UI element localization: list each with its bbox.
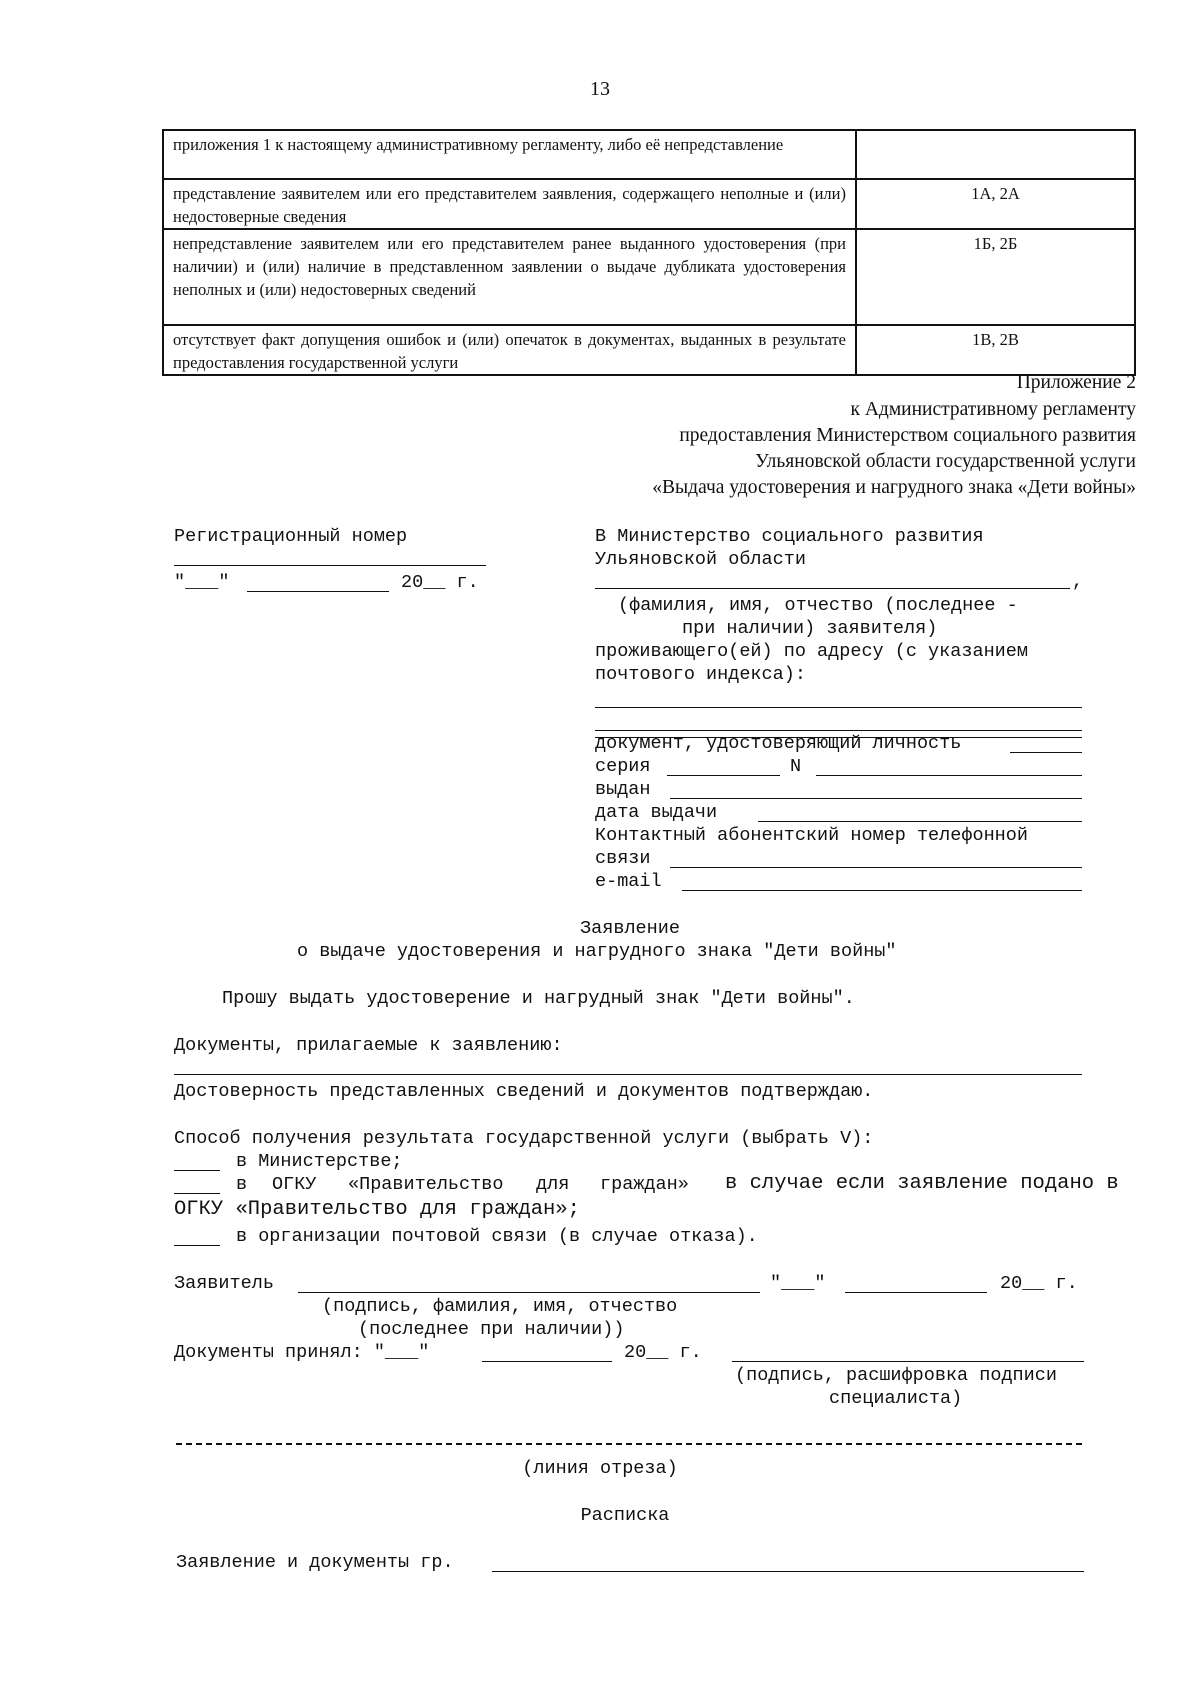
cut-label: (линия отреза) — [522, 1458, 678, 1479]
option-ogku-word: для — [536, 1174, 570, 1195]
address-line — [595, 730, 1082, 731]
accepted-label: Документы принял: "___" — [174, 1342, 430, 1363]
page-number: 13 — [590, 78, 610, 100]
registration-label: Регистрационный номер — [174, 526, 408, 547]
receipt-title: Расписка — [580, 1505, 670, 1526]
address-line — [595, 707, 1082, 708]
cut-line — [176, 1443, 1082, 1445]
option-checkbox-line[interactable] — [174, 1170, 220, 1171]
accepted-year: 20__ г. — [624, 1342, 702, 1363]
option-ogku-word: граждан» — [600, 1174, 689, 1195]
fio-comma: , — [1072, 571, 1084, 592]
applicant-month-line[interactable] — [845, 1292, 987, 1293]
statement-subtitle: о выдаче удостоверения и нагрудного знака "Дети войны" — [297, 941, 897, 962]
confirm-text: Достоверность представленных сведений и документов подтверждаю. — [174, 1081, 874, 1102]
fio-hint: (фамилия, имя, отчество (последнее - — [618, 595, 1018, 616]
option-checkbox-line[interactable] — [174, 1193, 220, 1194]
table-cell-code — [856, 130, 1135, 179]
table-cell-code: 1А, 2А — [856, 179, 1135, 229]
series-line — [667, 775, 780, 776]
addressee-line: Ульяновской области — [595, 549, 806, 570]
registration-date-year: 20__ г. — [401, 572, 479, 593]
reasons-table — [162, 129, 1136, 376]
appendix-line: Ульяновской области государственной услуги — [755, 451, 1136, 472]
applicant-date-quote: "___" — [770, 1273, 826, 1294]
appendix-line: к Административному регламенту — [850, 399, 1136, 420]
registration-month-line — [247, 591, 389, 592]
document-line — [1010, 752, 1082, 753]
table-row — [163, 325, 1135, 375]
fio-hint: при наличии) заявителя) — [682, 618, 938, 639]
issue-date-label: дата выдачи — [595, 802, 718, 823]
number-line — [816, 775, 1082, 776]
issue-date-line — [758, 821, 1082, 822]
fio-line — [595, 588, 1070, 589]
option-ogku-condition: в случае если заявление подано в — [725, 1172, 1119, 1195]
applicant-signature-line[interactable] — [298, 1292, 760, 1293]
phone-label: Контактный абонентский номер телефонной — [595, 825, 1028, 846]
appendix-line: «Выдача удостоверения и нагрудного знака «Дети войны» — [652, 477, 1136, 498]
table-cell-text: непредставление заявителем или его представителем ранее выданного удостоверения (при наличии) и (или) наличие в представленном заявлении о выдаче дубликата удостоверения неполных и (или) недостоверных сведений — [163, 229, 856, 325]
issued-line — [670, 798, 1082, 799]
applicant-year: 20__ г. — [1000, 1273, 1078, 1294]
appendix-line: предоставления Министерством социального развития — [679, 425, 1136, 446]
documents-label: Документы, прилагаемые к заявлению: — [174, 1035, 563, 1056]
phone-line — [670, 867, 1082, 868]
option-ministry: в Министерстве; — [236, 1151, 403, 1172]
appendix-title: Приложение 2 — [1016, 372, 1136, 393]
specialist-hint: (подпись, расшифровка подписи — [735, 1365, 1057, 1386]
number-label: N — [790, 756, 802, 777]
table-cell-text: представление заявителем или его представителем заявления, содержащего неполные и (или) недостоверные сведения — [163, 179, 856, 229]
method-label: Способ получения результата государственной услуги (выбрать V): — [174, 1128, 874, 1149]
option-ogku-word: в — [236, 1174, 248, 1195]
registration-number-line — [174, 565, 486, 566]
option-checkbox-line[interactable] — [174, 1245, 220, 1246]
email-line — [682, 890, 1082, 891]
table-cell-text: приложения 1 к настоящему административному регламенту, либо её непредставление — [163, 130, 856, 179]
document-label: документ, удостоверяющий личность — [595, 733, 962, 754]
phone-label: связи — [595, 848, 651, 869]
table-row — [163, 179, 1135, 229]
table-row — [163, 130, 1135, 179]
table-cell-code: 1Б, 2Б — [856, 229, 1135, 325]
address-label: проживающего(ей) по адресу (с указанием — [595, 641, 1028, 662]
applicant-hint: (подпись, фамилия, имя, отчество — [322, 1296, 678, 1317]
statement-title: Заявление — [580, 918, 680, 939]
option-ogku-word: «Правительство — [348, 1174, 504, 1195]
applicant-label: Заявитель — [174, 1273, 274, 1294]
issued-label: выдан — [595, 779, 651, 800]
documents-line — [174, 1074, 1082, 1075]
table-row — [163, 229, 1135, 325]
option-post: в организации почтовой связи (в случае отказа). — [236, 1226, 758, 1247]
receipt-name-line[interactable] — [492, 1571, 1084, 1572]
accepted-month-line[interactable] — [482, 1361, 612, 1362]
option-ogku-line2: ОГКУ «Правительство для граждан»; — [174, 1198, 580, 1221]
series-label: серия — [595, 756, 651, 777]
registration-date-quote: "___" — [174, 572, 230, 593]
specialist-hint: специалиста) — [829, 1388, 963, 1409]
receipt-text: Заявление и документы гр. — [176, 1552, 454, 1573]
option-ogku-word: ОГКУ — [272, 1174, 317, 1195]
request-text: Прошу выдать удостоверение и нагрудный знак "Дети войны". — [222, 988, 855, 1009]
applicant-hint: (последнее при наличии)) — [358, 1319, 625, 1340]
email-label: e-mail — [595, 871, 662, 892]
addressee-line: В Министерство социального развития — [595, 526, 984, 547]
table-cell-code: 1В, 2В — [856, 325, 1135, 375]
table-cell-text: отсутствует факт допущения ошибок и (или) опечаток в документах, выданных в результате предоставления государственной услуги — [163, 325, 856, 375]
specialist-signature-line[interactable] — [732, 1361, 1084, 1362]
address-label: почтового индекса): — [595, 664, 806, 685]
